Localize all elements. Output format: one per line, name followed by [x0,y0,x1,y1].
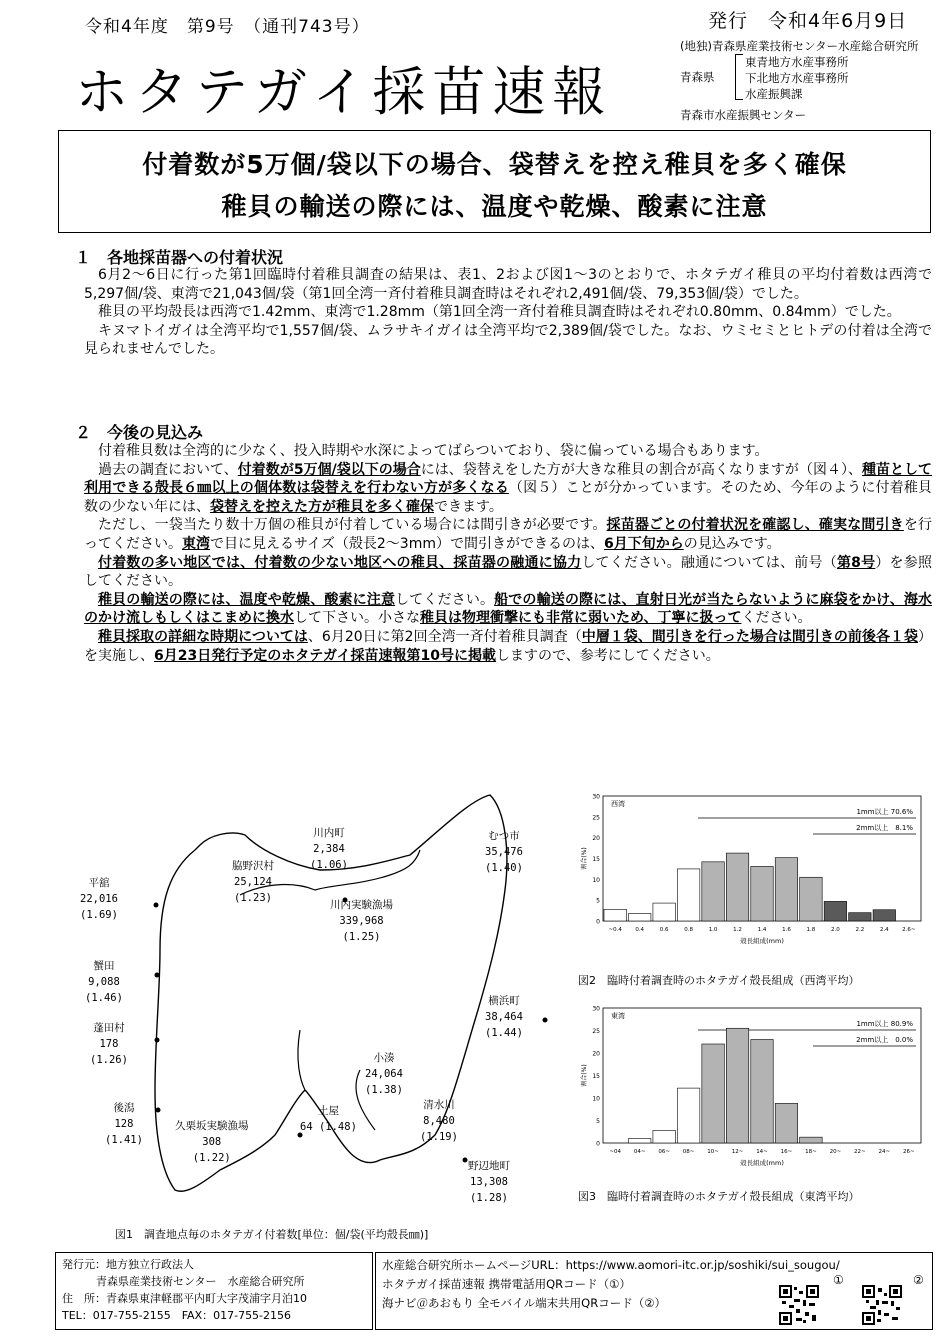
emphasis-text: 中層１袋、間引きを行った場合は間引きの前後各１袋 [581,628,918,645]
section-2-paragraph: 付着稚貝数は全湾的に少なく、投入時期や水深によってばらついており、袋に偏っている場合もあります。 [98,443,769,459]
headline-line-1: 付着数が5万個/袋以下の場合、袋替えを控え稚貝を多く確保 [142,150,847,179]
bar [677,1088,699,1143]
x-tick-label: ~04 [609,1149,622,1155]
chart-west-bay [578,788,928,953]
body-text: しますので、参考にしてください。 [496,647,720,664]
y-tick-label: 0 [596,918,600,926]
issue-date: 発行 令和4年6月9日 [708,10,908,32]
x-tick-label: 22~ [854,1149,866,1155]
x-tick-label: 1.8 [806,927,816,933]
homepage-url[interactable]: 水産総合研究所ホームページURL：https://www.aomori-itc.or.jp/soshiki/sui_sougou/ [382,1258,840,1272]
publisher-city: 青森市水産振興センター [680,108,807,122]
emphasis-text: 東湾 [182,535,210,552]
station-label: 脇野沢村 25,124 (1.23) [232,860,274,904]
y-tick-label: 15 [592,856,600,863]
body-text: には、袋替えをした方が大きな稚貝の割合が高くなりますが（図４）、 [420,461,862,478]
body-text: を行ってください。 [84,517,933,552]
body-text: ください。 [741,610,812,627]
emphasis-text: 稚貝の輸送の際には、温度や乾燥、酸素に注意 [98,591,396,608]
headline-box [58,130,931,233]
body-text: ）を実施し、 [84,628,932,664]
bar [775,1103,797,1143]
y-tick-label: 5 [596,897,600,905]
station-label: 川内町 2,384 (1.06) [310,827,348,871]
emphasis-text: 第8号 [836,554,876,571]
y-tick-label: 30 [592,1005,600,1013]
bar [800,1137,822,1143]
emphasis-text: 袋替えを控えた方が稚貝を多く確保 [210,498,434,515]
y-tick-label: 10 [592,1095,600,1103]
bar [751,1040,773,1144]
station-label: 土屋 64 (1.48) [300,1105,357,1133]
emphasis-text: 船での輸送の際には、直射日光が当たらないように麻袋をかけ、海水のかけ流しもしくはこまめに換水 [84,591,932,627]
station-label: 小湊 24,064 (1.38) [365,1052,403,1096]
section-2-paragraph [84,591,932,628]
footer-line: 発行元：地方独立行政法人 [62,1258,194,1271]
bar [653,1130,675,1143]
x-tick-label: 0.8 [684,927,693,933]
qr-code-icon[interactable] [779,1285,819,1325]
publisher-office-1: 東青地方水産事務所 [745,55,849,69]
x-tick-label: 10~ [707,1149,719,1155]
emphasis-text: 採苗器ごとの付着状況を確認し、確実な間引き [606,517,904,534]
x-tick-label: 2.4 [879,927,889,933]
bar [702,862,724,921]
y-tick-label: 30 [592,793,600,801]
emphasis-text: 6月下旬から [603,535,684,552]
bar [604,909,626,921]
series-title: 西湾 [611,800,625,808]
x-tick-label: 12~ [731,1149,744,1155]
emphasis-text: 付着数の多い地区では、付着数の少ない地区への稚貝、採苗器の融通に協力 [98,554,582,571]
footer-publisher-box [55,1252,373,1330]
chart-east-bay [578,1000,928,1175]
body-text: （図５）ことが分かっています。そのため、今年のように付着稚貝数の少ない年には、 [84,480,932,515]
section-2-body [84,442,932,665]
x-tick-label: 18~ [805,1149,817,1155]
x-tick-label: 0.6 [659,927,669,933]
section-1-paragraph: キヌマトイガイは全湾平均で1,557個/袋、ムラサキイガイは全湾平均で2,389個/袋でした。なお、ウミセミとヒトデの付着は全湾で見られませんでした。 [84,322,932,358]
bar [628,914,650,922]
body-text: できます。 [434,498,503,515]
qr-number-2: ② [913,1273,924,1287]
qr-code-icon[interactable] [862,1285,902,1325]
y-axis-label: 割合(%) [581,1064,588,1087]
publisher-institute: (地独)青森県産業技術センター水産総合研究所 [680,39,919,53]
x-tick-label: 1.4 [757,927,767,933]
station-label: むつ市 35,476 (1.40) [485,830,523,874]
section-2-paragraph [84,516,932,553]
body-text: してください。融通については、前号（ [581,554,837,571]
publisher-bracket [735,54,743,100]
bar [677,869,699,921]
y-tick-label: 20 [592,1050,600,1058]
x-tick-label: 06~ [658,1149,670,1155]
x-tick-label: 14~ [756,1149,768,1155]
section-1-paragraph: 稚貝の平均殻長は西湾で1.42mm、東湾で1.28mm（第1回全湾一斉付着稚貝調査時はそれぞれ0.80mm、0.84mm）でした。 [98,304,901,321]
footer-links-box [375,1252,933,1330]
annotation-text: 1mm以上 80.9% [856,1020,913,1028]
x-tick-label: 2.2 [855,927,865,933]
emphasis-text: 稚貝は物理衝撃にも非常に弱いため、丁寧に扱って [420,610,742,627]
footer-line: TEL：017-755-2155 FAX：017-755-2156 [62,1309,292,1322]
y-tick-label: 20 [592,835,600,843]
annotation-text: 2mm以上 0.0% [856,1036,913,1044]
y-tick-label: 5 [596,1118,600,1125]
bar [775,858,797,921]
station-label: 野辺地町 13,308 (1.28) [468,1160,510,1204]
section-1-body [84,266,932,359]
bulletin-title: ホタテガイ採苗速報 [75,62,613,123]
body-text: で目に見えるサイズ（殻長2～3mm）で間引きができるのは、 [210,535,604,552]
issue-number: 令和4年度 第9号 （通刊743号） [85,17,370,37]
emphasis-text: 種苗として利用できる殻長６㎜以上の個体数は袋替えを行わない方が多くなる [84,461,932,497]
body-text: ）を参照してください。 [84,554,932,590]
y-tick-label: 0 [596,1140,600,1148]
x-tick-label: 20~ [829,1149,842,1155]
x-axis-label: 殻長組成(mm) [740,1159,784,1167]
section-2-heading: ２ 今後の見込み [75,423,204,442]
x-tick-label: 1.2 [733,927,742,933]
body-text: 、6月20日に第2回全湾一斉付着稚貝調査（ [307,628,582,645]
x-tick-label: ~0.4 [608,927,622,933]
emphasis-text: 稚貝採取の詳細な時期については [98,628,308,645]
station-label: 後潟 128 (1.41) [105,1102,143,1146]
body-text: の見込みです。 [683,535,781,552]
x-tick-label: 16~ [780,1149,793,1155]
station-label: 久栗坂実験漁場 308 (1.22) [175,1120,249,1164]
figure-3-caption: 図3 臨時付着調査時のホタテガイ殻長組成（東湾平均） [578,1190,860,1203]
annotation-text: 2mm以上 8.1% [856,824,913,832]
x-tick-label: 26~ [902,1149,915,1155]
section-2-paragraph [84,628,932,665]
bar [653,903,675,921]
bar [726,1028,748,1143]
station-label: 蟹田 9,088 (1.46) [85,960,123,1004]
bar [726,853,748,921]
publisher-prefecture: 青森県 [680,70,715,84]
bar [849,913,871,921]
section-2-paragraph [84,461,932,517]
bar [873,910,895,921]
station-label: 蓬田村 178 (1.26) [90,1022,128,1066]
bar [628,1139,650,1144]
x-tick-label: 1.6 [782,927,791,933]
station-label: 平舘 22,016 (1.69) [80,877,118,921]
body-text: ただし、一袋当たり数十万個の稚貝が付着している場合には間引きが必要です。 [98,517,607,534]
bar [702,1044,724,1143]
series-title: 東湾 [611,1012,625,1020]
y-axis-label: 割合(%) [581,847,588,870]
y-tick-label: 15 [592,1073,600,1080]
x-tick-label: 04~ [633,1149,646,1155]
emphasis-text: 6月23日発行予定のホタテガイ採苗速報第10号に掲載 [154,647,497,664]
body-text: 過去の調査において、 [98,461,238,478]
section-2-paragraph [84,554,932,591]
qr-caption-2: 海ナビ＠あおもり 全モバイル端末共用QRコード（②） [382,1296,667,1310]
publisher-office-3: 水産振興課 [745,87,803,101]
emphasis-text: 付着数が5万個/袋以下の場合 [237,461,421,478]
publisher-office-2: 下北地方水産事務所 [745,71,849,85]
y-tick-label: 10 [592,876,600,884]
figure-2-caption: 図2 臨時付着調査時のホタテガイ殻長組成（西湾平均） [578,974,860,987]
body-text: してください。 [395,591,495,608]
qr-number-1: ① [833,1273,844,1287]
x-tick-label: 2.6~ [902,927,916,933]
x-tick-label: 08~ [682,1149,695,1155]
figure-1-caption: 図1 調査地点毎のホタテガイ付着数[単位：個/袋(平均殻長㎜)] [115,1228,429,1241]
qr-caption-1: ホタテガイ採苗速報 携帯電話用QRコード（①） [382,1277,631,1291]
x-tick-label: 24~ [878,1149,891,1155]
bar [800,877,822,921]
x-tick-label: 2.0 [831,927,840,933]
headline-line-2: 稚貝の輸送の際には、温度や乾燥、酸素に注意 [221,192,768,221]
footer-line: 住 所：青森県東津軽郡平内町大字茂浦字月泊10 [62,1292,307,1305]
station-label: 清水川 8,480 (1.19) [420,1099,458,1143]
x-axis-label: 殻長組成(mm) [740,937,784,945]
section-1-heading: １ 各地採苗器への付着状況 [75,248,284,267]
x-tick-label: 1.0 [708,927,718,933]
station-label: 横浜町 38,464 (1.44) [485,995,523,1039]
footer-line: 青森県産業技術センター 水産総合研究所 [96,1275,305,1288]
section-1-paragraph: 6月2～6日に行った第1回臨時付着稚貝調査の結果は、表1、2および図1～3のとおりで、ホタテガイ稚貝の平均付着数は西湾で5,297個/袋、東湾で21,043個/袋（第1回全湾一斉付着稚貝調査時はそれぞれ2,491個/袋、79,353個/袋）でした。 [84,267,932,302]
annotation-text: 1mm以上 70.6% [856,808,913,816]
body-text: して下さい。小さな [294,610,420,627]
bar [824,901,846,921]
y-tick-label: 25 [592,814,600,822]
station-label: 川内実験漁場 339,968 (1.25) [330,899,393,943]
y-tick-label: 25 [592,1028,600,1035]
bar [751,866,773,921]
x-tick-label: 0.4 [635,927,645,933]
